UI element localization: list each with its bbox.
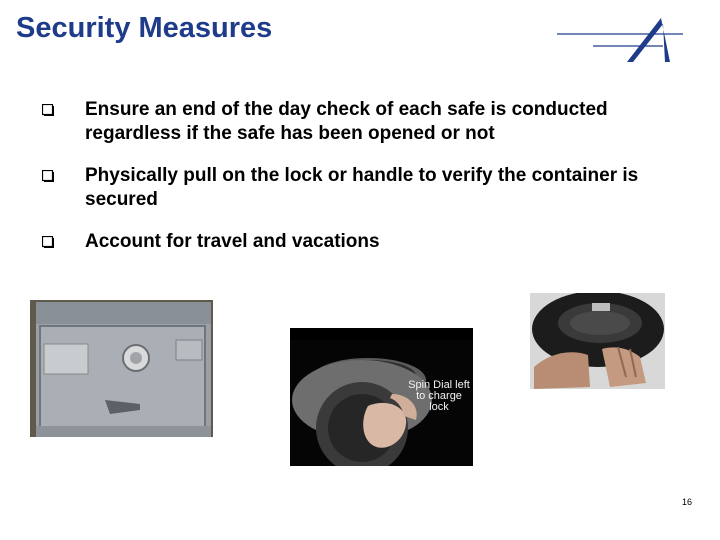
dial-video-photo xyxy=(290,328,473,466)
bullet-item xyxy=(40,230,680,254)
safe-illustration xyxy=(30,300,213,437)
bullet-text: Account for travel and vacations xyxy=(85,231,380,252)
bullet-text: Physically pull on the lock or handle to verify the container is secured xyxy=(85,165,639,210)
bullet-list xyxy=(40,98,680,272)
hollow-square-icon xyxy=(42,104,54,116)
hollow-square-icon xyxy=(42,236,54,248)
bullet-text: Ensure an end of the day check of each safe is conducted regardless if the safe has been opened or not xyxy=(85,99,608,144)
bullet-item xyxy=(40,164,680,212)
company-logo xyxy=(553,12,688,67)
page-number: 16 xyxy=(682,497,693,507)
lock-illustration xyxy=(530,293,665,389)
safe-photo xyxy=(30,300,213,437)
bullet-item xyxy=(40,98,680,146)
hollow-square-icon xyxy=(42,170,54,182)
dial-caption: Spin Dial left to charge lock xyxy=(408,379,470,413)
lock-pull-photo xyxy=(530,293,665,389)
slide-title: Security Measures xyxy=(16,12,273,44)
